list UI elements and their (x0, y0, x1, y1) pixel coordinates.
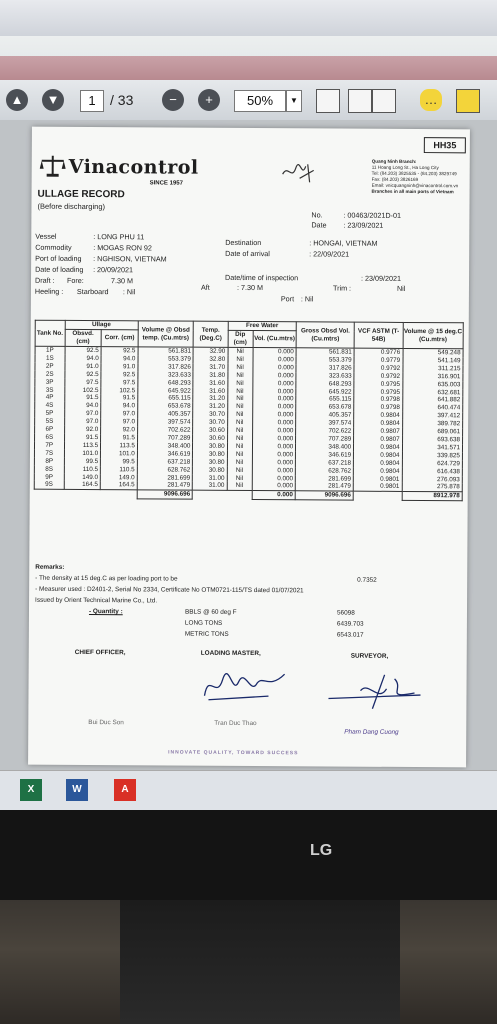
vinacontrol-logo-icon (40, 155, 66, 177)
table-cell: 92.0 (101, 426, 138, 434)
table-cell: 341.571 (402, 444, 462, 452)
table-cell: 281.699 (137, 474, 193, 482)
table-cell: 99.5 (101, 458, 138, 466)
table-cell: Nil (228, 364, 253, 372)
date-loading-label: Date of loading (35, 264, 84, 274)
table-cell: 91.5 (101, 434, 138, 442)
table-cell: 97.0 (101, 410, 138, 418)
page-layout-icon[interactable] (372, 89, 396, 113)
table-cell: 91.5 (64, 394, 101, 402)
table-cell: 30.80 (193, 443, 227, 451)
remarks-measurer-line: - Measurer used : D2401-2, Serial No 2334, Certificate No OTM0721-115/TS dated 01/07/2021 (35, 585, 304, 595)
fit-page-icon[interactable] (316, 89, 340, 113)
table-cell: 0.9804 (354, 420, 403, 428)
inspection-label: Date/time of inspection (225, 272, 299, 283)
long-tons-value: 6439.703 (336, 620, 364, 628)
remarks-density-line: - The density at 15 deg.C as per loading port to be (35, 574, 178, 583)
col-vol-obsd: Volume @ Obsd temp. (Cu.mtrs) (138, 321, 194, 347)
col-vcf: VCF ASTM (T-54B) (354, 322, 403, 348)
table-cell: 4S (35, 402, 65, 410)
table-cell: 91.0 (101, 363, 138, 371)
table-cell: 31.20 (193, 395, 227, 403)
table-cell: 94.0 (64, 402, 101, 410)
table-cell: 281.699 (296, 475, 354, 483)
table-cell: 339.825 (402, 452, 462, 460)
table-cell: 94.0 (101, 355, 138, 363)
table-cell: 648.293 (296, 380, 354, 388)
loading-master-name: Tran Duc Thao (214, 719, 257, 728)
table-cell: 30.60 (193, 435, 227, 443)
table-cell: 702.622 (137, 426, 193, 434)
metric-tons-value: 6543.017 (336, 631, 364, 639)
table-cell: Nil (228, 379, 253, 387)
col-fw-vol: Vol. (Cu.mtrs) (253, 331, 297, 348)
table-cell: 113.5 (101, 442, 138, 450)
draft-label: Draft : (34, 275, 55, 285)
no-label: No. (311, 210, 323, 220)
table-cell: 31.70 (193, 363, 227, 371)
trim-value: Nil (396, 283, 406, 293)
fit-width-icon[interactable] (348, 89, 372, 113)
bbls-value: 56098 (336, 609, 355, 617)
table-cell: 0.000 (252, 443, 296, 451)
table-cell: 645.922 (138, 387, 194, 395)
zoom-level-select[interactable]: 50% (234, 90, 286, 112)
table-cell: 7S (34, 449, 64, 457)
table-cell: Nil (227, 482, 252, 491)
table-cell: Nil (227, 411, 252, 419)
branch-address: Quang Ninh Branch: 11 Hoang Long St., Ha Long City Tel: (84.203) 3825535 - (84.203) 3829749 Fax: (84.203) 3826169 Email: vnicquangninh@vinacontrol.com.vn Branches in all main ports of Vietnam (371, 158, 459, 195)
table-cell: 92.0 (64, 426, 101, 434)
table-cell: Nil (227, 474, 252, 482)
table-cell: 94.0 (101, 402, 138, 410)
loading-master-signature (198, 666, 288, 707)
table-cell: 0.9804 (354, 451, 403, 459)
pdf-reader-icon[interactable]: A (114, 779, 136, 801)
table-cell: 3S (35, 386, 65, 394)
quantity-label: - Quantity : (88, 608, 123, 616)
inspection-value: : 23/09/2021 (361, 273, 402, 283)
table-cell: 632.681 (402, 388, 462, 396)
table-cell: 0.9792 (354, 364, 403, 372)
table-cell: 0.000 (252, 395, 296, 403)
table-cell: 0.9801 (353, 475, 402, 483)
col-dip: Dip (cm) (228, 330, 253, 347)
table-cell: 0.9779 (354, 357, 403, 365)
col-tank-no: Tank No. (35, 320, 65, 346)
table-cell: 31.20 (193, 403, 227, 411)
table-cell: 553.379 (296, 356, 354, 364)
table-cell: 2S (35, 370, 65, 378)
table-cell: 97.5 (64, 378, 101, 386)
aft-value: : 7.30 M (236, 282, 263, 293)
col-gross: Gross Obsd Vol. (Cu.mtrs) (296, 322, 354, 348)
table-cell: 653.678 (138, 403, 194, 411)
destination-value: : HONGAI, VIETNAM (309, 238, 378, 248)
table-cell: Nil (227, 466, 252, 474)
table-cell: 31.60 (193, 387, 227, 395)
table-cell: 0.9801 (353, 483, 402, 492)
comment-icon[interactable]: … (420, 89, 442, 111)
document-subtitle: (Before discharging) (37, 201, 106, 212)
col-corr: Corr. (cm) (101, 330, 138, 347)
ullage-record-page (28, 127, 470, 768)
date-value: : 23/09/2021 (343, 220, 384, 230)
table-cell: 0.000 (252, 435, 296, 443)
table-cell: 0.000 (252, 388, 296, 396)
table-cell: 397.574 (296, 419, 354, 427)
table-cell: Nil (227, 451, 252, 459)
trim-label: Trim : (332, 283, 352, 293)
table-cell: 0.000 (252, 467, 296, 475)
table-cell: 92.5 (101, 371, 138, 379)
table-cell: 317.826 (296, 364, 354, 372)
vessel-label: Vessel (35, 231, 57, 241)
table-cell: 8S (34, 465, 64, 473)
col-free-water: Free Water (228, 321, 297, 330)
table-cell: 397.574 (137, 418, 193, 426)
long-tons-label: LONG TONS (184, 619, 223, 627)
table-cell: 281.479 (295, 483, 353, 492)
table-cell: 389.782 (402, 420, 462, 428)
table-cell: 30.80 (193, 450, 227, 458)
table-cell: 707.289 (296, 435, 354, 443)
port-side-label: Port (280, 294, 295, 304)
table-cell: 0.9792 (354, 372, 403, 380)
table-cell: 0.9795 (354, 380, 403, 388)
table-cell: 316.901 (403, 373, 463, 381)
table-cell: 92.5 (65, 346, 102, 355)
table-cell: 311.215 (403, 365, 463, 373)
table-cell: 92.5 (64, 371, 101, 379)
word-icon[interactable]: W (66, 779, 88, 801)
table-cell: 549.248 (403, 348, 463, 357)
table-cell: Nil (228, 347, 253, 356)
excel-icon[interactable]: X (20, 779, 42, 801)
bbls-label: BBLS @ 60 deg F (184, 608, 237, 616)
zoom-in-icon[interactable]: + (198, 89, 220, 111)
table-cell: 5P (35, 410, 65, 418)
port-loading-label: Port of loading (35, 253, 82, 263)
table-cell: 3P (35, 378, 65, 386)
starboard-value: : Nil (122, 287, 136, 297)
table-cell: 405.357 (296, 412, 354, 420)
table-cell: 637.218 (137, 458, 193, 466)
zoom-dropdown-icon[interactable]: ▼ (286, 90, 302, 112)
table-cell: Nil (228, 372, 253, 380)
table-cell: 561.831 (296, 348, 354, 357)
date-label: Date (311, 220, 327, 230)
table-cell: 0.000 (252, 475, 296, 483)
remarks-issued-line: Issued by Orient Technical Marine Co., Ltd. (35, 596, 158, 605)
table-cell: 97.5 (101, 379, 138, 387)
table-cell: 2P (35, 363, 65, 371)
table-cell: 5S (35, 418, 65, 426)
table-cell: 0.9807 (354, 428, 403, 436)
date-loading-value: : 20/09/2021 (93, 265, 134, 275)
table-cell: 397.412 (402, 412, 462, 420)
table-cell: 405.357 (138, 411, 194, 419)
table-cell: 32.80 (193, 356, 227, 364)
table-cell: 281.479 (137, 482, 193, 491)
monitor-brand-logo: LG (310, 842, 333, 859)
table-cell: 641.882 (402, 396, 462, 404)
table-cell: 1S (35, 355, 65, 363)
table-cell: 102.5 (101, 387, 138, 395)
vessel-value: : LONG PHU 11 (93, 232, 145, 242)
commodity-value: : MOGAS RON 92 (93, 243, 152, 253)
col-obsvd: Obsvd. (cm) (65, 329, 102, 346)
table-cell: 0.000 (253, 348, 297, 357)
highlight-text-icon[interactable] (456, 89, 480, 113)
zoom-out-icon[interactable]: − (162, 89, 184, 111)
table-cell: 0.000 (252, 419, 296, 427)
table-cell: 91.5 (101, 395, 138, 403)
page-up-icon[interactable]: ▲ (6, 89, 28, 111)
table-cell: 0.000 (252, 380, 296, 388)
page-total: / 33 (110, 92, 134, 108)
handwritten-initials (280, 160, 320, 186)
table-cell: 0.9798 (354, 404, 403, 412)
table-cell: 101.0 (101, 450, 138, 458)
table-cell: 92.5 (101, 347, 138, 356)
table-cell: 655.115 (138, 395, 194, 403)
port-side-value: : Nil (300, 294, 314, 304)
loading-master-label: LOADING MASTER, (200, 649, 261, 658)
ullage-table-body (34, 346, 463, 492)
table-cell: 97.0 (64, 410, 101, 418)
table-cell: 91.5 (64, 434, 101, 442)
total-fw-vol: 0.000 (252, 491, 296, 500)
table-cell: Nil (227, 443, 252, 451)
total-vol15: 8912.978 (402, 492, 462, 501)
aft-label: Aft (200, 282, 210, 292)
table-cell: 30.80 (193, 458, 227, 466)
table-cell: 0.000 (252, 459, 296, 467)
table-cell: 0.000 (253, 356, 297, 364)
table-cell: 6P (35, 426, 65, 434)
form-code: HH35 (424, 137, 466, 153)
table-cell: 317.826 (138, 363, 194, 371)
col-ullage: Ullage (65, 320, 138, 329)
table-cell: 346.619 (296, 451, 354, 459)
company-logo (40, 155, 199, 179)
table-cell: 9P (34, 473, 64, 481)
table-cell: 628.762 (296, 467, 354, 475)
fore-value: 7.30 M (110, 276, 134, 286)
table-cell: 30.80 (193, 466, 227, 474)
table-cell: 0.9804 (354, 444, 403, 452)
table-cell: 99.5 (64, 458, 101, 466)
table-cell: Nil (227, 427, 252, 435)
table-cell: 31.60 (193, 379, 227, 387)
table-cell: 7P (34, 442, 64, 450)
table-cell: 31.80 (193, 371, 227, 379)
table-cell: 648.293 (138, 379, 194, 387)
table-cell: 31.00 (193, 482, 227, 491)
table-cell: Nil (227, 459, 252, 467)
pdf-toolbar (0, 80, 497, 121)
company-name: Vinacontrol (68, 155, 199, 179)
table-cell: 0.000 (252, 364, 296, 372)
table-cell: 0.9795 (354, 388, 403, 396)
arrival-value: : 22/09/2021 (309, 249, 350, 259)
table-cell: 689.061 (402, 428, 462, 436)
heeling-label: Heeling : (34, 286, 64, 296)
table-cell: 655.115 (296, 396, 354, 404)
table-cell: 149.0 (100, 474, 137, 482)
ullage-table (34, 320, 464, 502)
table-cell: 653.678 (296, 404, 354, 412)
company-since: SINCE 1957 (149, 180, 183, 187)
table-cell: Nil (227, 419, 252, 427)
windows-taskbar (0, 770, 497, 811)
table-cell: 4P (35, 394, 65, 402)
company-motto: INNOVATE QUALITY, TOWARD SUCCESS (168, 749, 299, 757)
table-cell: 323.633 (138, 371, 194, 379)
fore-label: Fore: (66, 275, 84, 285)
table-cell: 0.000 (252, 403, 296, 411)
col-temp: Temp. (Deg.C) (193, 321, 227, 347)
table-cell: 553.379 (138, 355, 194, 363)
table-cell: 561.831 (138, 347, 194, 356)
table-cell: 0.000 (252, 372, 296, 380)
total-gross: 9096.696 (295, 491, 353, 500)
table-cell: 0.9807 (354, 436, 403, 444)
table-cell: 0.000 (252, 411, 296, 419)
table-cell: 0.9776 (354, 348, 403, 357)
table-cell: 707.289 (137, 434, 193, 442)
remarks-title: Remarks: (35, 563, 65, 571)
table-cell: 30.70 (193, 411, 227, 419)
table-cell: 164.5 (100, 481, 137, 490)
table-cell: Nil (227, 395, 252, 403)
table-cell: 616.438 (402, 468, 462, 476)
table-cell: 1P (35, 346, 65, 355)
table-cell: 113.5 (64, 442, 101, 450)
table-cell: 30.60 (193, 427, 227, 435)
table-cell: 693.638 (402, 436, 462, 444)
remarks-density-value: 0.7352 (357, 576, 377, 584)
table-cell: 640.474 (402, 404, 462, 412)
table-cell: 164.5 (64, 481, 101, 490)
surveyor-name: Pham Dang Cuong (344, 728, 399, 736)
page-down-icon[interactable]: ▼ (42, 89, 64, 111)
table-cell: 0.000 (252, 451, 296, 459)
commodity-label: Commodity (35, 242, 72, 252)
table-cell: 637.218 (296, 459, 354, 467)
arrival-label: Date of arrival (225, 248, 270, 259)
table-cell: 275.878 (402, 483, 462, 492)
table-cell: Nil (227, 387, 252, 395)
table-cell: 6S (35, 434, 65, 442)
table-cell: 8P (34, 457, 64, 465)
col-vol15: Volume @ 15 deg.C (Cu.mtrs) (403, 322, 464, 348)
table-cell: 645.922 (296, 388, 354, 396)
table-cell: 102.5 (64, 386, 101, 394)
table-cell: 31.00 (193, 474, 227, 482)
table-cell: 97.0 (64, 418, 101, 426)
table-cell: 276.093 (402, 475, 462, 483)
table-cell: 0.000 (252, 427, 296, 435)
table-cell: 0.9804 (354, 412, 403, 420)
table-cell: 624.729 (402, 460, 462, 468)
monitor-stand (120, 900, 400, 1024)
table-cell: 110.5 (64, 465, 101, 473)
table-cell: 628.762 (137, 466, 193, 474)
table-cell: 110.5 (101, 466, 138, 474)
metric-tons-label: METRIC TONS (184, 630, 229, 638)
table-cell: 0.000 (252, 482, 296, 491)
screen-glare (0, 0, 497, 36)
table-cell: 0.9798 (354, 396, 403, 404)
no-value: : 00463/2021D-01 (343, 210, 401, 220)
table-cell: 149.0 (64, 473, 101, 481)
monitor-bezel (0, 810, 497, 900)
table-cell: 323.633 (296, 372, 354, 380)
table-cell: Nil (228, 356, 253, 364)
port-loading-value: : NGHISON, VIETNAM (93, 254, 167, 264)
starboard-label: Starboard (76, 286, 109, 297)
table-cell: 346.619 (137, 450, 193, 458)
chief-officer-label: CHIEF OFFICER, (74, 648, 126, 657)
page-number-input[interactable]: 1 (80, 90, 104, 112)
table-cell: Nil (227, 435, 252, 443)
table-cell: 0.9804 (353, 467, 402, 475)
viewer-header-strip (0, 56, 497, 80)
table-cell: 702.622 (296, 427, 354, 435)
table-cell: 94.0 (65, 355, 102, 363)
table-cell: 91.0 (65, 363, 102, 371)
surveyor-label: SURVEYOR, (350, 652, 389, 660)
total-vol-obsd: 9096.696 (137, 490, 193, 499)
table-cell: Nil (227, 403, 252, 411)
table-cell: 32.90 (193, 347, 227, 356)
table-cell: 541.149 (403, 357, 463, 365)
table-cell: 9S (34, 481, 64, 490)
table-cell: 30.70 (193, 419, 227, 427)
table-cell: 635.003 (402, 381, 462, 389)
table-cell: 0.9804 (354, 459, 403, 467)
surveyor-signature (324, 668, 434, 713)
table-cell: 97.0 (101, 418, 138, 426)
destination-label: Destination (225, 237, 262, 248)
table-cell: 348.400 (137, 442, 193, 450)
table-cell: 101.0 (64, 450, 101, 458)
chief-officer-name: Bui Duc Son (88, 719, 124, 727)
table-cell: 348.400 (296, 443, 354, 451)
document-title: ULLAGE RECORD (37, 188, 125, 201)
